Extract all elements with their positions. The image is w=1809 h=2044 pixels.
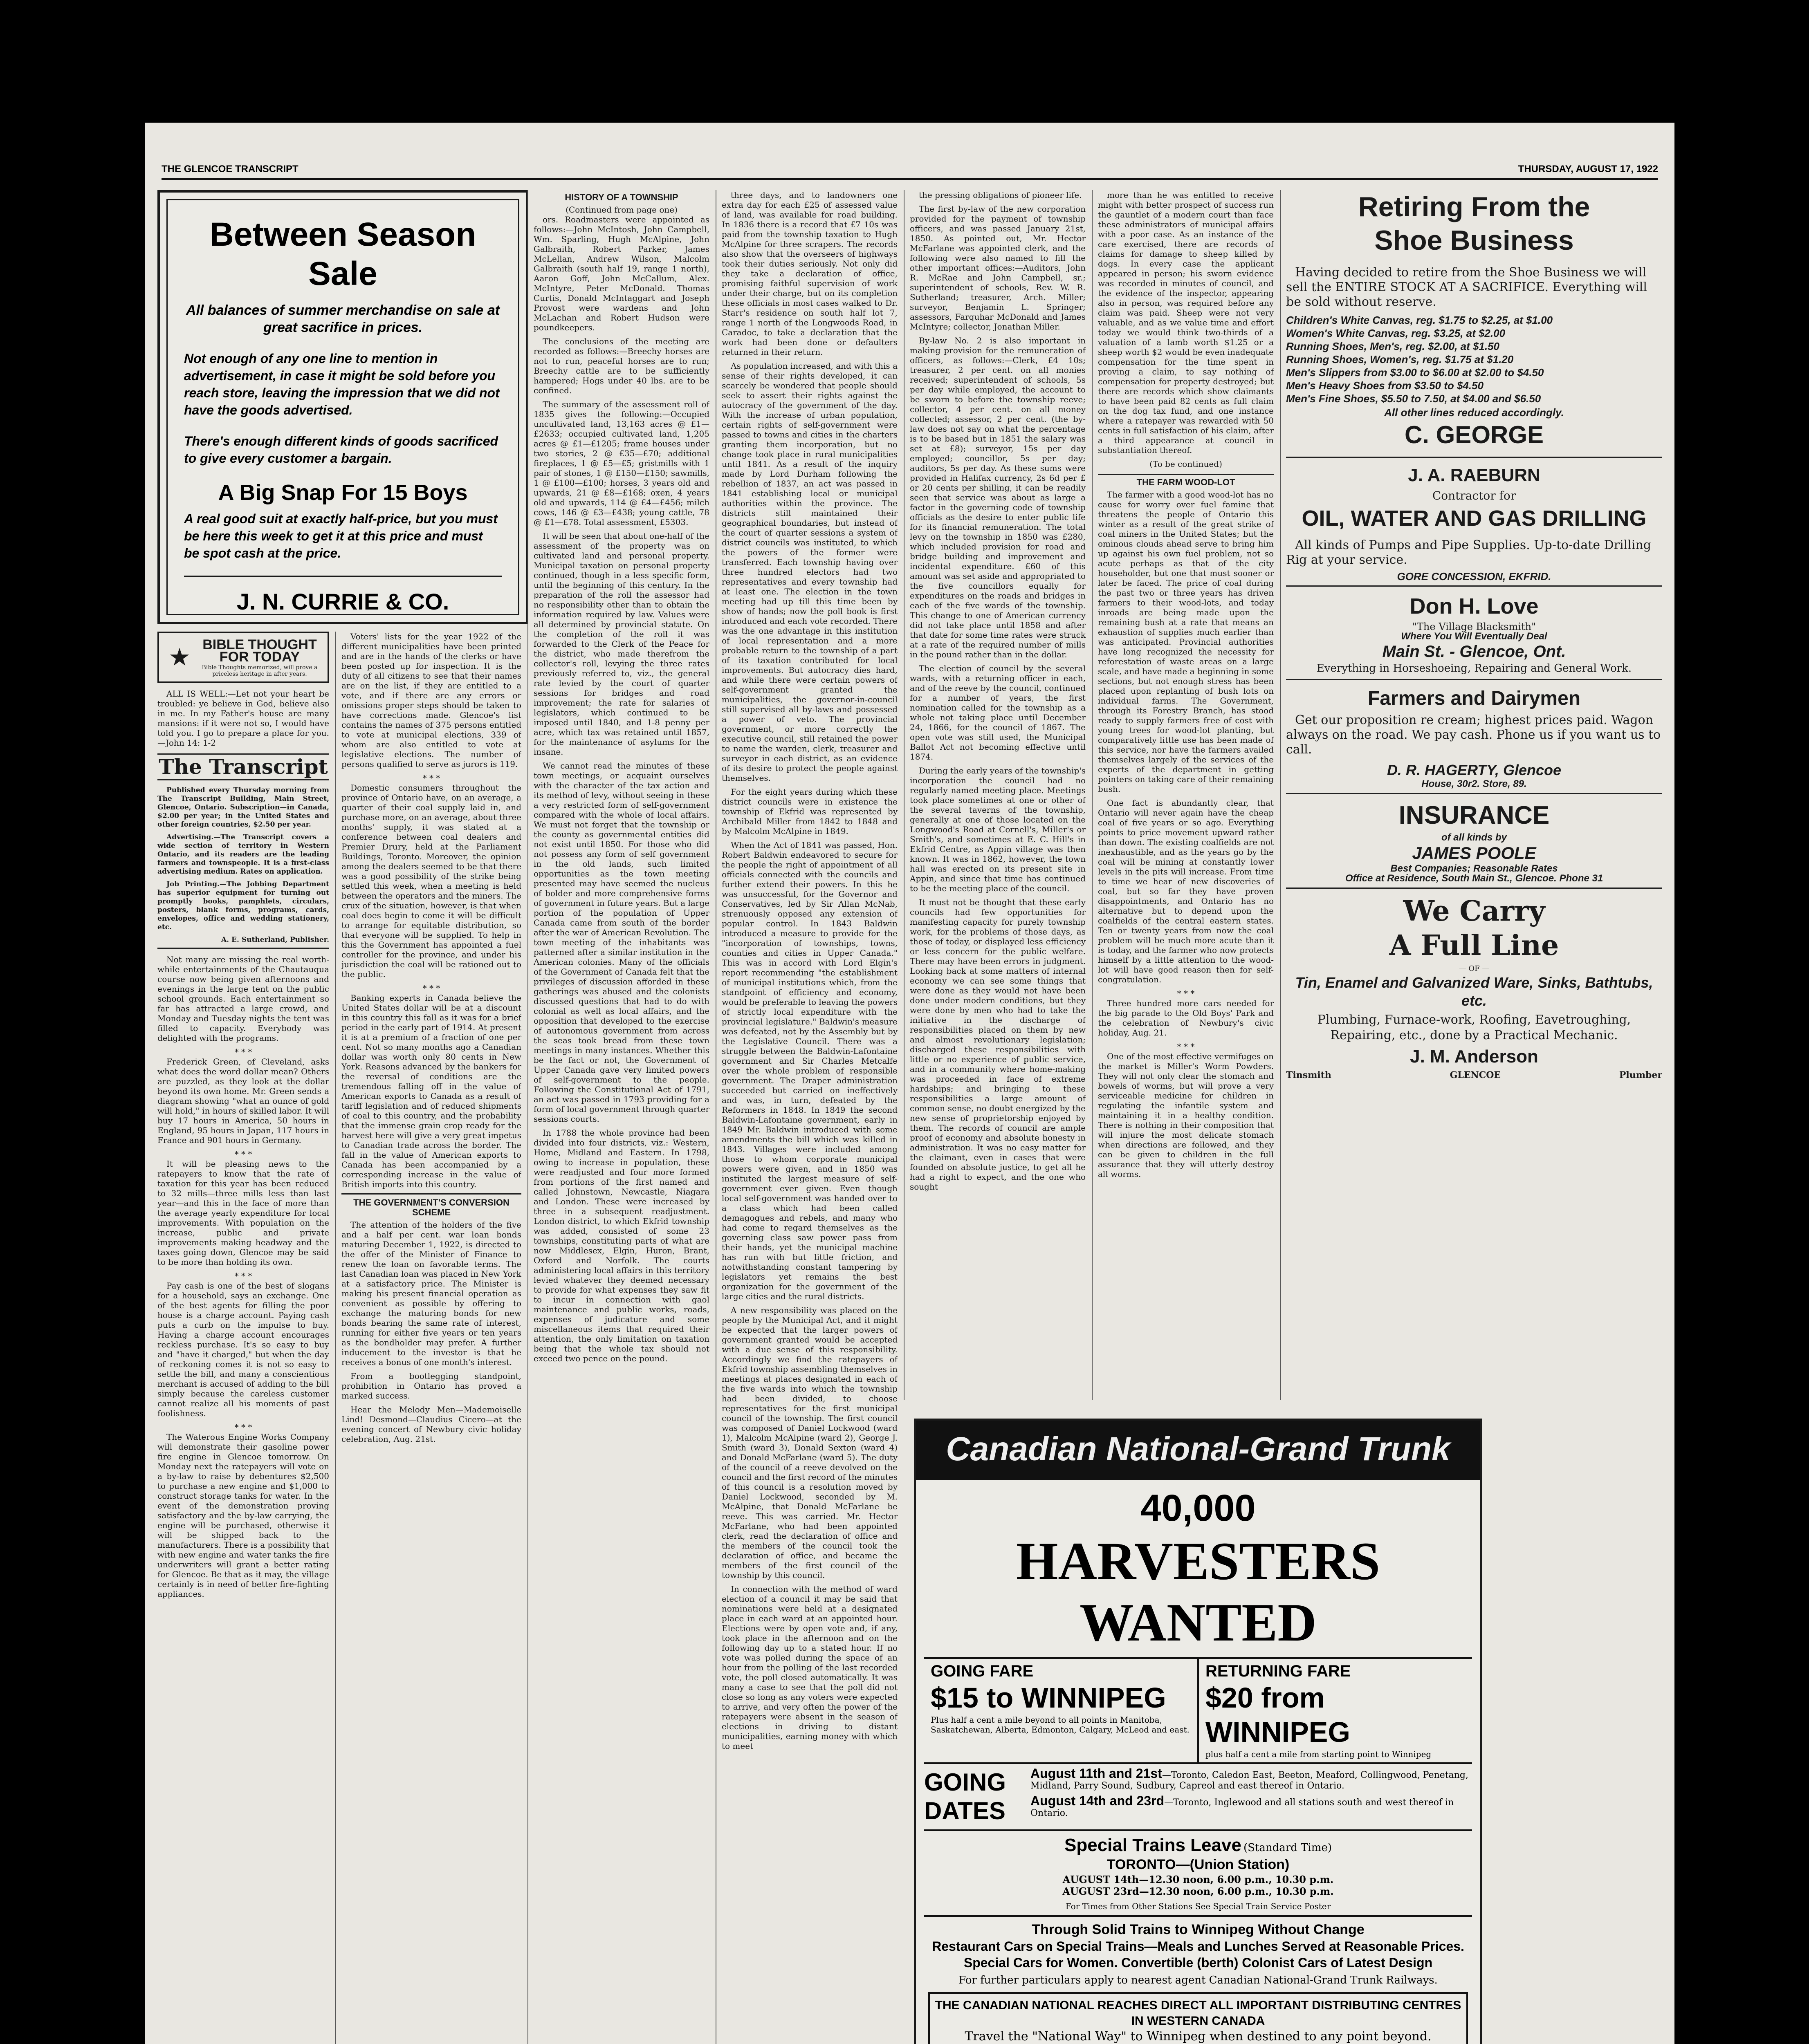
col6-p5: One of the most effective vermifuges on the market is Miller's Worm Powders. They will not only clear the stomach and bowels of worms, but will prove a very serviceable medicine for children in regulating the infantile system and maintaining it in a healthy condition. There is nothing in their composition that will injure the most delicate stomach when directions are followed, and they can be given to children in the full assurance that they will utterly destroy all worms. bbox=[1098, 1051, 1274, 1179]
love-sub: "The Village Blacksmith" bbox=[1412, 621, 1536, 632]
history-sub: (Continued from page one) bbox=[566, 205, 678, 215]
col1-p4: Pay cash is one of the best of slogans for a household, says an exchange. One of the best agents for filling the poor house is a charge account. Paying cash puts a curb on the impulse to buy. Having a charge account encourages reckless purchase. It's so easy to buy and "have it charged," but when the day of reckoning comes it is not so easy to settle the bill, and many a conscientious merchant is accused of adding to the bill simply because the careless customer cannot realize all his moments of past foolishness. bbox=[157, 1281, 329, 1418]
col2b-p2: From a bootlegging standpoint, prohibition in Ontario has proved a marked success. bbox=[341, 1371, 521, 1401]
transcript-title: The Transcript bbox=[157, 753, 329, 780]
column-5 bbox=[910, 190, 1086, 1400]
raeburn-name: J. A. RAEBURN bbox=[1408, 465, 1540, 485]
rail-other: For Times from Other Stations See Special Train Service Poster bbox=[1065, 1901, 1331, 1911]
anderson-title1: We Carry bbox=[1403, 895, 1545, 928]
rail-return-price: $20 from WINNIPEG bbox=[1205, 1682, 1350, 1748]
col5-p2: The first by-law of the new corporation provided for the payment of township officers, and was passed January 21st, 1850. As pointed out, Mr. Hector McFarlane was appointed clerk, and the following were also named to fill the other important offices:—Auditors, John R. McRae and John Campbell, sr.; superintendent of schools, Rev. W. R. Sutherland; treasurer, Arch. Miller; surveyor, Benjamin L. Springer; assessors, Farquhar McDonald and James McIntyre; collector, Jonathan Miller. bbox=[910, 204, 1086, 332]
rail-reach: THE CANADIAN NATIONAL REACHES DIRECT ALL IMPORTANT DISTRIBUTING CENTRES IN WESTERN CANADA bbox=[935, 1999, 1461, 2028]
shoe-item: Running Shoes, Men's, reg. $2.00, at $1.50 bbox=[1286, 340, 1500, 352]
col3-p5: We cannot read the minutes of these town meetings, or acquaint ourselves with the character of the tax action and its method of levy, without seeing in these a very restricted form of self-government compared with the whole of local affairs. We must not forget that the township or the county as governmental entities did not exist until 1850. For those who did not possess any form of self government in the old lands, such limited opportunities as the town meeting presented may have seemed the nucleus of bolder and more comprehensive forms of government in future years. But a large portion of the population of Upper Canada came from south of the border after the war of American Revolution. The town meeting of the inhabitants was patterned after a similar institution in the American colonies. Many of the officials of the Government of Canada felt that the privileges of discussion afforded in these gatherings was abused and the colonists discussed questions that had to do with colonial as well as local affairs, and the opposition that developed to the exercise of autonomous government from across the seas took bread from these town meetings in many instances. Whether this be the fact or not, the Government of Upper Canada gave very limited powers of self-government to the people. Following the Constitutional Act of 1791, an act was passed in 1793 providing for a form of local government through quarter sessions courts. bbox=[534, 761, 709, 1124]
col5-p6: It must not be thought that these early councils had few opportunities for manifesting capacity for purely township work, for the problems of those days, as those of today, or displayed less efficiency or less concern for the public welfare. There may have been errors in judgment. Looking back at some matters of internal economy we can see some things that were done as they would not have been done under modern conditions, but they were done by men who had to take the initiative in the discharge of responsibilities placed on them by new and almost revolutionary legislation; discharged these responsibilities with little or no experience of public service, and in a community where home-making was proceeded in face of extreme hardships; and bringing to these responsibilities a large amount of common sense, no doubt energized by the new sense of proprietorship enjoyed by them. The records of council are ample proof of economy and absolute honesty in administration. It was no easy matter for the claimant, even in cases that were founded on absolute justice, to get all he had a right to expect, and the one who sought bbox=[910, 897, 1086, 1192]
col2-p3: Banking experts in Canada believe the United States dollar will be at a discount in this country this fall as it was for a brief period in the early part of 1914. At present it is at a premium of a fraction of one per cent. Not so many months ago a Canadian dollar was worth only 80 cents in New York. Reasons advanced by the bankers for the reversal of conditions are the tremendous falling off in the value of American exports to Canada as a result of tariff legislation and of reduced shipments of coal to this country, and the probability that the immense grain crop ready for the harvest here will give a very great impetus to Canadian trade across the border. The fall in the value of American exports to Canada has been accompanied by a corresponding increase in the value of British imports into this country. bbox=[341, 993, 521, 1189]
anderson-title2: A Full Line bbox=[1389, 929, 1559, 962]
rail-dates-label: GOING DATES bbox=[924, 1768, 1006, 1824]
column-1: ★ BIBLE THOUGHT FOR TODAY Bible Thoughts memorized, will prove a priceless heritage in after years. ALL IS WELL:—Let not your heart be troubled: ye believe in God, believe also in me. In my Father's house are many mansions: if it were not so, I would have told you. I go to prepare a place for you.—John 14: 1-2 The Transcript Published every Thursday morning from The Transcript Building, Main Street, Glencoe, Ontario. Subscription—in Canada, $2.00 per year; in the United States and other foreign countries, $2.50 per year. Advertising.—The Transcript covers a wide section of territory in Western Ontario, and its readers are the leading farmers and townspeople. It is a first-class advertising medium. Rates on application. Job Printing.—The Jobbing Department has superior equipment for turning out promptly books, pamphlets, circulars, posters, blank forms, programs, cards, envelopes, office and wedding stationery, etc. A. E. Sutherland, Publisher. Not many are missing the real worth-while entertainments of the Chautauqua course now being given afternoons and evenings in the large tent on the public school grounds. Each entertainment so far has attracted a large crowd, and Monday and Tuesday nights the tent was filled to capacity. Everybody was delighted with the programs. * * * Frederick Green, of Cleveland, asks what does the word dollar mean? Others are puzzled, as they look at the dollar beyond its own home. Mr. Green sends a diagram showing "what an ounce of gold will hold," in hours of skilled labor. It will buy 17 hours in America, 50 hours in England, 95 hours in Japan, 117 hours in France and 901 hours in Germany. * * * It will be pleasing news to the ratepayers to know that the rate of taxation for this year has been reduced to 32 mills—three mills less than last year—and this in the face of more than the average yearly expenditure for local improvements. With population on the increase, public and private improvements making headway and the taxes going down, Glencoe may be said to be more than holding its own. * * * Pay cash is one of the best of slogans for a household, says an exchange. One of the best agents for filling the poor house is a charge account. Paying cash puts a curb on the impulse to buy. Having a charge account encourages reckless purchase. It's so easy to buy and "have it charged," but when the day of reckoning comes it is not so easy to settle the bill, and many a conscientious merchant is accused of adding to the bill simply because the careless customer cannot realize all his moments of past foolishness. * * * The Waterous Engine Works Company will demonstrate their gasoline power fire engine in Glencoe tomorrow. On Monday next the ratepayers will vote on a by-law to raise by debentures $2,500 to purchase a new engine and $1,000 to construct storage tanks for water. In the event of the demonstration proving satisfactory and the by-law carrying, the engine will be purchased, otherwise it will be shipped back to the manufacturers. There is a possibility that with new engine and water tanks the fire underwriters will grant a better rating for Glencoe. Be that as it may, the village certainly is in need of better fire-fighting appliances. bbox=[157, 632, 329, 2044]
raeburn-ad bbox=[1286, 458, 1662, 587]
transcript-publisher: A. E. Sutherland, Publisher. bbox=[157, 936, 329, 949]
column-2: Voters' lists for the year 1922 of the different municipalities have been printed and are in the hands of the clerks or have been posted up for inspection. It is the duty of all citizens to see that their names are on the list, if they are entitled to a vote, and if there are any errors or omissions proper steps should be taken to have corrections made. Glencoe's list contains the names of 375 persons entitled to vote at municipal elections, 339 of whom are also entitled to vote at legislative elections. The number of persons qualified to serve as jurors is 119. * * * Domestic consumers throughout the province of Ontario have, on an average, a quarter of their coal supply laid in, and purchase more, on an average, about three months' supply, it was stated at a conference between coal dealers and Premier Drury, held at the Parliament Buildings, Toronto. Moreover, the opinion among the dealers seemed to be that there was a good possibility of the strike being settled this week, when a meeting is held between the operators and the miners. The crux of the situation, however, is that when coal does begin to come it will be difficult to arrange for equitable distribution, so that everyone will be supplied. To help in this the Government has appointed a fuel controller for the province, and under his jurisdiction the coal will be rationed out to the public. * * * Banking experts in Canada believe the United States dollar will be at a discount in this country this fall as it was for a brief period in the early part of 1914. At present it is at a premium of a fraction of one per cent. Not so many months ago a Canadian dollar was worth only 80 cents in New York. Reasons advanced by the bankers for the reversal of conditions are the tremendous falling off in the value of American exports to Canada as a result of tariff legislation and of reduced shipments of coal to this country, and the probability that the immense grain crop ready for the harvest here will give a very great impetus to Canadian trade across the border. The fall in the value of American exports to Canada has been accompanied by a corresponding increase in the value of British imports into this country. THE GOVERNMENT'S CONVERSION SCHEME The attention of the holders of the five and a half per cent. war loan bonds maturing December 1, 1922, is directed to the offer of the Minister of Finance to renew the loan on favorable terms. The last Canadian loan was placed in New York at a satisfactory price. The Minister is making his present financial operation as convenient as possible by offering to exchange the maturing bonds for new bonds bearing the same rate of interest, running for either five years or ten years as the bondholder may prefer. A further inducement to the investor is that he receives a bonus of one month's interest. From a bootlegging standpoint, prohibition in Ontario has proved a marked success. Hear the Melody Men—Mademoiselle Lind! Desmond—Claudius Cicero—at the evening concert of Newbury civic holiday celebration, Aug. 21st. bbox=[341, 632, 521, 1444]
rail-going-price: $15 to WINNIPEG bbox=[931, 1682, 1166, 1714]
sale-snap: A Big Snap For 15 Boys bbox=[218, 480, 468, 505]
col2b-p3: Hear the Melody Men—Mademoiselle Lind! Desmond—Claudius Cicero—at the evening concert of Newbury civic holiday celebration, Aug. 21st. bbox=[341, 1405, 521, 1444]
col2-p2: Domestic consumers throughout the province of Ontario have, on an average, a quarter of their coal supply laid in, and purchase more, on an average, about three months' supply, it was stated at a conference between coal dealers and Premier Drury, held at the Parliament Buildings, Toronto. Moreover, the opinion among the dealers seemed to be that there was a good possibility of the strike being settled this week, when a meeting is held between the operators and the miners. The crux of the situation, however, is that when coal does begin to come it will be difficult to arrange for equitable distribution, so that everyone will be supplied. To help in this the Government has appointed a fuel controller for the province, and under his jurisdiction the coal will be rationed out to the public. bbox=[341, 783, 521, 979]
to-be-continued: (To be continued) bbox=[1149, 459, 1222, 469]
issue-date: THURSDAY, AUGUST 17, 1922 bbox=[1518, 164, 1658, 175]
anderson-place: GLENCOE bbox=[1450, 1070, 1501, 1080]
bible-title2: FOR TODAY bbox=[219, 649, 300, 665]
insurance-line2: Office at Residence, South Main St., Glencoe. Phone 31 bbox=[1345, 873, 1603, 884]
col1-p2: Frederick Green, of Cleveland, asks what does the word dollar mean? Others are puzzled, as they look at the dollar beyond its own home. Mr. Green sends a diagram showing "what an ounce of gold will hold," in hours of skilled labor. It will buy 17 hours in America, 50 hours in England, 95 hours in Japan, 117 hours in France and 901 hours in Germany. bbox=[157, 1057, 329, 1145]
rail-going-note: Plus half a cent a mile beyond to all points in Manitoba, Saskatchewan, Alberta, Edmonton, Calgary, McLeod and east. bbox=[931, 1715, 1190, 1735]
newspaper-page bbox=[145, 123, 1674, 2044]
sale-snap-text: A real good suit at exactly half-price, but you must be here this week to get it at this price and must be spot cash at the price. bbox=[184, 511, 498, 560]
col3-p3: The summary of the assessment roll of 1835 gives the following:—Occupied uncultivated land, 13,163 acres @ £1—£2633; occupied cultivated land, 1,205 acres @ £1—£1205; frame houses under two stories, 2 @ £35—£70; additional fireplaces, 1 @ £5—£5; gristmills with 1 pair of stones, 1 @ £150—£150; sawmills, 1 @ £100—£100; horses, 3 years old and upwards, 21 @ £8—£168; oxen, 4 years old and upwards, 114 @ £4—£456; milch cows, 146 @ £3—£438; young cattle, 78 @ £1—£78. Total assessment, £5303. bbox=[534, 399, 709, 527]
sale-title: Between Season Sale bbox=[209, 216, 476, 292]
anderson-ad bbox=[1286, 889, 1662, 1084]
col6-p1: more than he was entitled to receive might with better prospect of success run the gauntlet of a modern court than face these administrators of municipal affairs with a poor case. As an instance of the care exercised, there are records of claims for damage to sheep killed by dogs. In every case the applicant appeared in person; his sworn evidence was recorded in minutes of council, and the evidence of the inspector, appearing also in person, was required before any claim was paid. Sheep were not very valuable, and as we value time and effort today we would think two-thirds of a valuation of a lamb worth $1.25 or a sheep worth $2 would be even inadequate compensation for the time spent in proving a claim, to say nothing of compensation for property destroyed; but there are records which show claimants to have been paid 82 cents as full claim on the dog tax fund, and one instance where a ratepayer was rewarded with 50 cents in full satisfaction of his claim, after a third appearance at council in substantiation thereof. bbox=[1098, 190, 1274, 455]
anderson-items: Tin, Enamel and Galvanized Ware, Sinks, Bathtubs, etc. bbox=[1295, 974, 1653, 1009]
rail-special: Special Trains Leave bbox=[1064, 1835, 1241, 1855]
header-rule bbox=[162, 178, 1658, 180]
sale-store: J. N. CURRIE & CO. bbox=[236, 589, 449, 614]
rail-banner: Canadian National-Grand Trunk bbox=[916, 1421, 1480, 1480]
insurance-ad bbox=[1286, 794, 1662, 889]
col4-p6: In connection with the method of ward election of a council it may be said that nominations were held at a designated place in each ward at an appointed hour. Elections were by open vote and, if any, took place in the afternoon and on the following day up to a stated hour. If no vote was polled during the space of an hour from the polling of the last recorded vote, the poll closed automatically. It was many a case to see that the poll did not close so long as any voters were expected to arrive, and very often the power of the ratepayers were absent in the season of elections in driving to distant municipalities, earning money with which to meet bbox=[722, 1584, 898, 1751]
rail-date1: August 11th and 21st bbox=[1030, 1766, 1162, 1781]
insurance-title: INSURANCE bbox=[1398, 801, 1550, 829]
star-icon: ★ bbox=[168, 643, 191, 672]
column-3 bbox=[534, 190, 709, 2044]
column-6: more than he was entitled to receive might with better prospect of success run the gauntlet of a modern court than face these administrators of municipal affairs with a poor case. As an instance of the care exercised, there are records of claims for damage to sheep killed by dogs. In every case the applicant appeared in person; his sworn evidence was recorded in minutes of council, and the evidence of the inspector, appearing also in person, was required before any claim was paid. Sheep were not very valuable, and as we value time and effort today we would think two-thirds of a valuation of a lamb worth $1.25 or a sheep worth $2 would be even inadequate compensation for the time spent in proving a claim, to say nothing of compensation for property destroyed; but there are records which show claimants to have been paid 82 cents as full claim on the dog tax fund, and one instance where a ratepayer was rewarded with 50 cents in full satisfaction of his claim, after a third appearance at council in substantiation thereof. (To be continued) THE FARM WOOD-LOT The farmer with a good wood-lot has no cause for worry over fuel famine that threatens the people of Ontario this winter as a result of the great strike of coal miners in the United States; but the ominous clouds ahead serve to bring him up against his own fuel problem, not so acute perhaps as that of the city householder, but one that must sooner or later be faced. The price of coal during the past two or three years has driven farmers to their wood-lots, and today inroads are being made upon the remaining bush at a rate that means an exhaustion of supplies much earlier than was anticipated. Provincial authorities have long recognized the necessity for reforestation of waste areas on a large scale, and have made a beginning in some sections, but not enough stress has been placed upon replanting of bush lots on individual farms. The Government, through its Forestry Branch, has stood ready to supply farmers free of cost with young trees for wood-lot planting, but comparatively little use has been made of this service, nor have the farmers availed themselves largely of the services of the experts of the department in getting pointers on taking care of their remaining bush. One fact is abundantly clear, that Ontario will never again have the cheap coal of five years or so ago. Everything points to price movement upward rather than down. The existing coalfields are not inexhaustible, and as the years go by the coal will be mining at constantly lower levels in the pits will increase. From time to time we hear of new discoveries of coal, but so far they have proven disappointments, and Ontario has no alternative but to depend upon the coalfields of the central eastern states. Ten or twenty years from now the coal problem will be much more acute than it is today, and the farmer who now protects himself by a little attention to the wood-lot will have good reason then for self-congratulation. * * * Three hundred more cars needed for the big parade to the Old Boys' Park and the celebration of Newbury's civic holiday, Aug. 21. * * * One of the most effective vermifuges on the market is Miller's Worm Powders. They will not only clear the stomach and bowels of worms, but will prove a very serviceable medicine for children in regulating the infantile system and maintaining it in a healthy condition. There is nothing in their composition that will injure the most delicate stomach when directions are followed, and they can be given to children in the full assurance that they will utterly destroy all worms. bbox=[1098, 190, 1274, 1179]
col1-p3: It will be pleasing news to the ratepayers to know that the rate of taxation for this year has been reduced to 32 mills—three mills less than last year—and this in the face of more than the average yearly expenditure for local improvements. With population on the increase, public and private improvements making headway and the taxes going down, Glencoe may be said to be more than holding its own. bbox=[157, 1159, 329, 1267]
shoe-item: Women's White Canvas, reg. $3.25, at $2.00 bbox=[1286, 327, 1506, 339]
rail-return-label: RETURNING FARE bbox=[1205, 1662, 1351, 1680]
col3-p2: The conclusions of the meeting are recorded as follows:—Breechy horses are not to run, peaceful horses are to run; Breechy cattle are to be sufficiently hampered; Hogs under 40 lbs. are to be confined. bbox=[534, 336, 709, 395]
rail-return-note: plus half a cent a mile from starting point to Winnipeg bbox=[1205, 1749, 1432, 1759]
shoe-title: Retiring From the Shoe Business bbox=[1358, 191, 1590, 256]
dairy-title: Farmers and Dairymen bbox=[1367, 688, 1581, 709]
anderson-text: Plumbing, Furnace-work, Roofing, Eavetroughing, Repairing, etc., done by a Practical Mechanic. bbox=[1317, 1013, 1631, 1042]
column-4 bbox=[722, 190, 898, 2044]
col4-p5: A new responsibility was placed on the people by the Municipal Act, and it might be expected that the larger powers of government granted would be accepted with a due sense of this responsibility. Accordingly we find the ratepayers of Ekfrid township assembling themselves in meetings at places designated in each of the five wards into which the township had been divided, to choose representatives for the first municipal council of the township. The first council was composed of Daniel Lockwood (ward 1), Malcolm McAlpine (ward 2), George J. Smith (ward 3), Donald Sexton (ward 4) and Donald McFarlane (ward 5). The duty of the council of a reeve devolved on the council and the first record of the minutes of this council is a resolution moved by Daniel Lockwood, seconded by M. McAlpine, that Donald McFarlane be reeve. This was carried. Mr. Hector McFarlane, who had been appointed clerk, read the declaration of office and the members of the council took the declaration of office, and became the members of the first council of the township by this council. bbox=[722, 1305, 898, 1580]
love-main: Main St. - Glencoe, Ont. bbox=[1382, 643, 1566, 661]
gov-title: THE GOVERNMENT'S CONVERSION SCHEME bbox=[353, 1197, 509, 1217]
shoe-item: Children's White Canvas, reg. $1.75 to $2.25, at $1.00 bbox=[1286, 314, 1553, 326]
rail-date2: August 14th and 23rd bbox=[1030, 1793, 1165, 1808]
right-ads-column bbox=[1286, 190, 1662, 1400]
bible-sub: Bible Thoughts memorized, will prove a priceless heritage in after years. bbox=[202, 664, 318, 677]
col5-p1: the pressing obligations of pioneer life. bbox=[919, 190, 1082, 200]
anderson-of: — OF — bbox=[1459, 964, 1490, 973]
railway-ad bbox=[914, 1419, 1482, 2044]
sale-line2: Not enough of any one line to mention in advertisement, in case it might be sold before you reach store, leaving the impression that we did not have the goods advertised. bbox=[184, 351, 500, 417]
col6-p2: The farmer with a good wood-lot has no cause for worry over fuel famine that threatens the people of Ontario this winter as a result of the great strike of coal miners in the United States; but the ominous clouds ahead serve to bring him up against his own fuel problem, not so acute perhaps as that of the city householder, but one that must sooner or later be faced. The price of coal during the past two or three years has driven farmers to their wood-lots, and today inroads are being made upon the remaining bush at a rate that means an exhaustion of supplies much earlier than was anticipated. Provincial authorities have long recognized the necessity for reforestation of waste areas on a large scale, and have made a beginning in some sections, but not enough stress has been placed upon replanting of bush lots on individual farms. The Government, through its Forestry Branch, has stood ready to supply farmers free of cost with young trees for wood-lot planting, but comparatively little use has been made of this service, nor have the farmers availed themselves largely of the services of the experts of the department in getting pointers on taking care of their remaining bush. bbox=[1098, 490, 1274, 794]
anderson-name: J. M. Anderson bbox=[1410, 1047, 1538, 1067]
transcript-adv: Advertising.—The Transcript covers a wide section of territory in Western Ontario, and its readers are the leading farmers and townspeople. It is a first-class advertising medium. Rates on application. bbox=[157, 833, 329, 876]
rail-going-label: GOING FARE bbox=[931, 1662, 1034, 1680]
shoe-item: Men's Fine Shoes, $5.50 to 7.50, at $4.00 and $6.50 bbox=[1286, 392, 1541, 405]
shoe-ad bbox=[1286, 190, 1662, 458]
rail-solid1: Through Solid Trains to Winnipeg Without Change bbox=[1032, 1922, 1365, 1937]
col4-p4: When the Act of 1841 was passed, Hon. Robert Baldwin endeavored to secure for the people the right of appointment of all officials connected with the councils and further extend their powers. In this he was unsuccessful, for the Governor and Conservatives, led by Sir Allan McNab, strenuously opposed any extension of popular control. In 1843 Baldwin introduced a measure to provide for the "incorporation of townships, towns, counties and cities in Upper Canada." This was in accord with Lord Elgin's report recommending "the establishment of municipal institutions which, from the standpoint of efficiency and economy, would be preferable to leaving the powers of strictly local expenditure with the provincial legislature." Baldwin's measure was defeated, not by the Assembly but by the Legislative Council. There was a struggle between the Baldwin-Lafontaine government and Sir Charles Metcalfe over the whole problem of responsible government. The Draper administration succeeded but carried on ineffectively and was, in turn, defeated by the Reformers in 1848. In 1849 the second Baldwin-Lafontaine government, early in 1849 Mr. Baldwin introduced with some amendments the bill which was killed in 1843. Villages were included among those to whom corporate municipal powers were given, and in 1850 was instituted the largest measure of self-government ever given. Even though local self-government was handed over to a class which had been called demagogues and rebels, and many who had come to regard themselves as the governing class saw power pass from their hands, yet the municipal machine has run with but little friction, and notwithstanding constant tampering by legislators yet remains the best organization for the government of the large cities and the rural districts. bbox=[722, 840, 898, 1301]
raeburn-address: GORE CONCESSION, EKFRID. bbox=[1397, 570, 1551, 583]
bible-box bbox=[157, 632, 329, 683]
rail-special-note: (Standard Time) bbox=[1243, 1842, 1332, 1854]
shoe-item: Running Shoes, Women's, reg. $1.75 at $1.20 bbox=[1286, 353, 1514, 365]
rail-travel: Travel the "National Way" to Winnipeg when destined to any point beyond. bbox=[965, 2029, 1432, 2044]
paper-name: THE GLENCOE TRANSCRIPT bbox=[162, 164, 299, 175]
page-header bbox=[162, 164, 1658, 180]
col4-p2: As population increased, and with this a sense of their rights developed, it can scarcely be wondered that people should seek to assert their rights against the autocracy of the government of the day. With the increase of urban population, certain rights of self-government were passed to towns and cities in the charters granting them incorporation, but no change took place in rural municipalities until 1841. As a result of the inquiry made by Lord Durham following the rebellion of 1837, an act was passed in 1841 establishing local or municipal authorities within the province. The districts still maintained their geographical boundaries, but instead of the court of quarter sessions a system of district councils was instituted, to which the powers of the former were transferred. Each township having over three hundred electors had two representatives and every township had at least one. The election in the town meeting had up till this time been by show of hands; now the poll book is first introduced and each vote recorded. There was the one advantage in this institution of local representation and a more probable return to the township of a part of its taxation contributed for local improvements. But autocracy dies hard, and while there were certain powers of self-government granted the municipalities, the governor-in-council still supervised all by-laws and possessed a power of veto. The provincial government, or more correctly the executive council, still retained the power to name the warden, clerk, treasurer and surveyor in each district, as an evidence of its desire to protect the people against themselves. bbox=[722, 361, 898, 783]
shoe-item: Men's Heavy Shoes from $3.50 to $4.50 bbox=[1286, 379, 1484, 392]
rail-count: 40,000 bbox=[1140, 1487, 1256, 1529]
dairy-text: Get our proposition re cream; highest prices paid. Wagon always on the road. We pay cash. Phone us if you want us to call. bbox=[1286, 713, 1661, 757]
rail-date1-text: —Toronto, Caledon East, Beeton, Meaford, Collingwood, Penetang, Midland, Parry Sound, Sudbury, Capreol and east thereof in Ontario. bbox=[1030, 1770, 1468, 1791]
dairy-name: D. R. HAGERTY, Glencoe bbox=[1387, 762, 1562, 778]
shoe-items bbox=[1286, 314, 1662, 405]
dairy-phone: House, 30r2. Store, 89. bbox=[1421, 778, 1527, 789]
sale-line1: All balances of summer merchandise on sale at great sacrifice in prices. bbox=[186, 303, 500, 335]
col1-p5: The Waterous Engine Works Company will demonstrate their gasoline power fire engine in Glencoe tomorrow. On Monday next the ratepayers will vote on a by-law to raise by debentures $2,500 to purchase a new engine and $1,000 to construct storage tanks for water. In the event of the demonstration proving satisfactory and the by-law carrying, the engine will be purchased, otherwise it will be shipped back to the manufacturers. There is a possibility that with new engine and water tanks the fire underwriters will grant a better rating for Glencoe. Be that as it may, the village certainly is in need of better fire-fighting appliances. bbox=[157, 1432, 329, 1599]
insurance-line1: Best Companies; Reasonable Rates bbox=[1390, 863, 1558, 874]
love-name: Don H. Love bbox=[1409, 594, 1539, 619]
rail-aug14: AUGUST 14th—12.30 noon, 6.00 p.m., 10.30 p.m. bbox=[1062, 1874, 1334, 1885]
col1-p1: Not many are missing the real worth-while entertainments of the Chautauqua course now being given afternoons and evenings in the large tent on the public school grounds. Each entertainment so far has attracted a large crowd, and Monday and Tuesday nights the tent was filled to capacity. Everybody was delighted with the programs. bbox=[157, 955, 329, 1043]
season-sale-ad bbox=[157, 190, 528, 624]
love-text2: Everything in Horseshoeing, Repairing and General Work. bbox=[1316, 662, 1632, 675]
shoe-footer: All other lines reduced accordingly. bbox=[1384, 406, 1564, 419]
col6-p3: One fact is abundantly clear, that Ontario will never again have the cheap coal of five years or so ago. Everything points to price movement upward rather than down. The existing coalfields are not inexhaustible, and as the years go by the coal will be mining at constantly lower levels in the pits will increase. From time to time we hear of new discoveries of coal, but so far they have proven disappointments, and Ontario has no alternative but to depend upon the coalfields of the central eastern states. Ten or twenty years from now the coal problem will be much more acute than it is today, and the farmer who now protects himself by a little attention to the wood-lot will have good reason then for self-congratulation. bbox=[1098, 798, 1274, 984]
rail-date2-text: —Toronto, Inglewood and all stations south and west thereof in Ontario. bbox=[1030, 1797, 1454, 1818]
woodlot-title: THE FARM WOOD-LOT bbox=[1136, 477, 1235, 487]
col3-p4: It will be seen that about one-half of the assessment of the property was on cultivated land and personal property. Municipal taxation on personal property continued, though in a less specific form, until the beginning of this century. In the preparation of the roll the assessor had no responsibility other than to obtain the information required by law. Values were all determined by provincial statute. On the completion of the roll it was forwarded to the Clerk of the Peace for the district, who made therefrom the collector's roll, levying the three rates previously referred to, viz., the general rate levied by the court of quarter sessions for bridges and road improvement; the rate for salaries of legislators, which continued to be imposed until 1840, and 1-8 penny per acre, which tax was retained until 1857, for the maintenance of asylums for the insane. bbox=[534, 531, 709, 757]
col4-p3: For the eight years during which these district councils were in existence the township of Ekfrid was represented by Archibald Miller from 1842 to 1848 and by Malcolm McAlpine in 1849. bbox=[722, 787, 898, 836]
love-ad bbox=[1286, 587, 1662, 680]
shoe-item: Men's Slippers from $3.00 to $6.00 at $2.00 to $4.50 bbox=[1286, 366, 1544, 379]
transcript-job: Job Printing.—The Jobbing Department has superior equipment for turning out promptly books, pamphlets, circulars, posters, blank forms, programs, cards, envelopes, office and wedding stationery, etc. bbox=[157, 880, 329, 931]
insurance-name: JAMES POOLE bbox=[1412, 843, 1536, 863]
dairy-ad bbox=[1286, 680, 1662, 794]
bible-text: ALL IS WELL:—Let not your heart be troubled: ye believe in God, believe also in me. In my Father's house are many mansions: if it were not so, I would have told you. I go to prepare a place for you.—John 14: 1-2 bbox=[157, 689, 329, 748]
raeburn-text: All kinds of Pumps and Pipe Supplies. Up-to-date Drilling Rig at your service. bbox=[1286, 538, 1651, 567]
insurance-sub: of all kinds by bbox=[1441, 832, 1507, 843]
rail-headline: HARVESTERS WANTED bbox=[1016, 1531, 1380, 1652]
rail-station: TORONTO—(Union Station) bbox=[1106, 1857, 1290, 1872]
history-title: HISTORY OF A TOWNSHIP bbox=[565, 192, 678, 202]
col3-p6: In 1788 the whole province had been divided into four districts, viz.: Western, Home, Midland and Eastern. In 1798, owing to increase in population, these were readjusted and four more formed from portions of the first named and called Johnstown, Newcastle, Niagara and London. These were increased by three in a subsequent readjustment. London district, to which Ekfrid township was added, consisted of some 23 townships, constituting parts of what are now Middlesex, Elgin, Huron, Brant, Oxford and Norfolk. The courts administering local affairs in this territory levied whatever they deemed necessary to provide for what expenses they saw fit to incur in connection with gaol maintenance and public works, roads, expenses of judicature and some miscellaneous items that required their attention, the only limitation on taxation being that the whole tax should not exceed two pence on the pound. bbox=[534, 1128, 709, 1363]
raeburn-role: Contractor for bbox=[1432, 489, 1516, 502]
col6-p4: Three hundred more cars needed for the big parade to the Old Boys' Park and the celebration of Newbury's civic holiday, Aug. 21. bbox=[1098, 998, 1274, 1038]
col2b-p1: The attention of the holders of the five and a half per cent. war loan bonds maturing December 1, 1922, is directed to the offer of the Minister of Finance to renew the loan on favorable terms. The last Canadian loan was placed in New York at a satisfactory price. The Minister is making his present financial operation as convenient as possible by offering to exchange the maturing bonds for new bonds bearing the same rate of interest, running for either five years or ten years as the bondholder may prefer. A further inducement to the investor is that he receives a bonus of one month's interest. bbox=[341, 1220, 521, 1367]
anderson-role2: Plumber bbox=[1619, 1070, 1662, 1080]
shoe-store: C. GEORGE bbox=[1404, 421, 1544, 448]
col2-p1: Voters' lists for the year 1922 of the different municipalities have been printed and are in the hands of the clerks or have been posted up for inspection. It is the duty of all citizens to see that their names are on the list, if they are entitled to a vote, and if there are any errors or omissions proper steps should be taken to have corrections made. Glencoe's list contains the names of 375 persons entitled to vote at municipal elections, 339 of whom are also entitled to vote at legislative elections. The number of persons qualified to serve as jurors is 119. bbox=[341, 632, 521, 769]
anderson-role1: Tinsmith bbox=[1286, 1070, 1331, 1080]
col3-p1: ors. Roadmasters were appointed as follows:—John McIntosh, John Campbell, Wm. Sparling, Hugh McAlpine, John Galbraith, Robert Parker, James McLellan, Andrew Wilson, Malcolm Galbraith (south half 19, range 1 north), Aaron Goff, John McCallum, Alex. McIntyre, Peter McDonald. Thomas Curtis, Donald McIntaggart and Joseph Provost were wardens and John McLachan and Robert Hudson were poundkeepers. bbox=[534, 215, 709, 332]
col5-p5: During the early years of the township's incorporation the council had no regularly named meeting place. Meetings took place sometimes at one or other of the several taverns of the township, generally at one of those located on the Longwood's Road at Cornell's, Miller's or Smith's, and sometimes at E. C. Hill's in Ekfrid Centre, as Appin village was then known. It was in 1862, however, the town hall was erected on its present site in Appin, and since that time has continued to be the meeting place of the council. bbox=[910, 766, 1086, 893]
rail-solid2: Restaurant Cars on Special Trains—Meals and Lunches Served at Reasonable Prices. Special Cars for Women. Convertible (berth) Colonist Cars of Latest Design bbox=[932, 1939, 1464, 1970]
bible-title1: BIBLE THOUGHT bbox=[202, 637, 317, 652]
col5-p4: The election of council by the several wards, with a returning officer in each, and of the reeve by the council, continued for a number of years, the first nomination called for the township as a whole not taking place until December 24, 1866, for the council of 1867. The open vote was still used, the Municipal Ballot Act not becoming effective until 1874. bbox=[910, 663, 1086, 762]
shoe-text: Having decided to retire from the Shoe Business we will sell the ENTIRE STOCK AT A SACRIFICE. Everything will be sold without reserve. bbox=[1286, 265, 1647, 309]
rail-further: For further particulars apply to nearest agent Canadian National-Grand Trunk Railways. bbox=[958, 1974, 1438, 1986]
sale-line3: There's enough different kinds of goods sacrificed to give every customer a bargain. bbox=[184, 434, 498, 466]
col5-p3: By-law No. 2 is also important in making provision for the remuneration of officers, as follows:—Clerk, £4 10s; treasurer, 2 per cent. on all monies received; superintendent of schools, 5s per day while employed, the account to be sworn to before the township reeve; collector, 4 per cent. on all money collected; assessor, 2 per cent. (the by-law does not say on what the percentage is to be based but in 1851 the salary was set at £8); surveyor, 15s per day employed; councillor, 5s per day; auditors, 5s per day. As these sums were provided in Halifax currency, 2s 6d per £ or 20 cents per shilling, it can be readily seen that service was about as large a factor in the governing code of township officials as the desire to enter public life for its financial remuneration. The total levy on the township in 1850 was £280, which included provision for road and bridge building and improvement and incidental expenditure. £60 of this amount was set aside and appropriated to the five councillors equally for expenditures on the roads and bridges in each of the five wards of the township. This change to one of American currency did not take place until 1858 and after that date for some time rates were struck at a rate of the required number of mills in the pound rather than in the dollar. bbox=[910, 336, 1086, 659]
transcript-text: Published every Thursday morning from The Transcript Building, Main Street, Glencoe, Ontario. Subscription—in Canada, $2.00 per year; in the United States and other foreign countries, $2.50 per year. bbox=[157, 786, 329, 829]
love-text1: Where You Will Eventually Deal bbox=[1401, 631, 1547, 642]
rail-aug23: AUGUST 23rd—12.30 noon, 6.00 p.m., 10.30 p.m. bbox=[1062, 1885, 1334, 1897]
raeburn-title: OIL, WATER AND GAS DRILLING bbox=[1302, 506, 1647, 531]
col4-p1: three days, and to landowners one extra day for each £25 of assessed value of land, was available for road building. In 1836 there is a record that £7 10s was paid from the township taxation to Hugh McAlpine for three scrapers. The records also show that the overseers of highways took their duties seriously. Not only did they take a declaration of office, promising faithful supervision of work under their charge, but on its completion these officials in most cases walked to Dr. Starr's residence on south half lot 7, range 1 north of the Longwoods Road, in Caradoc, to take a declaration that the work had been done or defaulters returned in their return. bbox=[722, 190, 898, 357]
